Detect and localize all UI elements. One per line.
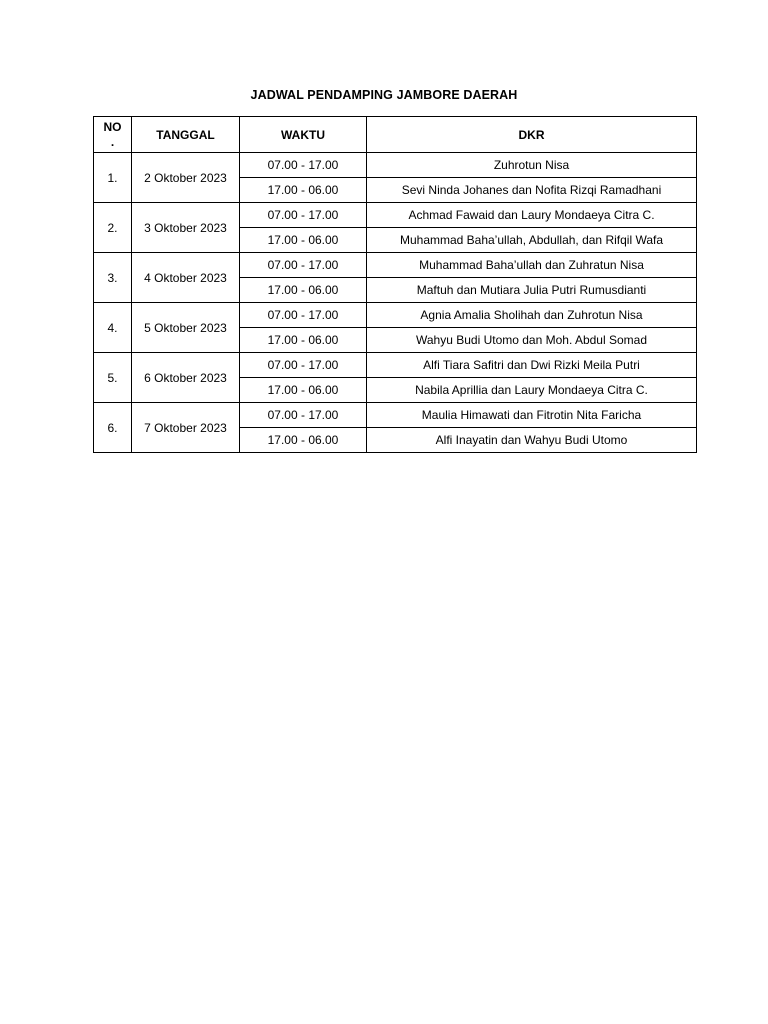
cell-dkr: Muhammad Baha’ullah dan Zuhratun Nisa — [367, 253, 697, 278]
cell-tanggal: 3 Oktober 2023 — [132, 203, 240, 253]
cell-waktu: 17.00 - 06.00 — [240, 178, 367, 203]
cell-waktu: 07.00 - 17.00 — [240, 253, 367, 278]
cell-dkr: Nabila Aprillia dan Laury Mondaeya Citra C. — [367, 378, 697, 403]
header-waktu: WAKTU — [240, 117, 367, 153]
table-row — [94, 353, 697, 378]
cell-tanggal: 7 Oktober 2023 — [132, 403, 240, 453]
cell-dkr: Alfi Tiara Safitri dan Dwi Rizki Meila Putri — [367, 353, 697, 378]
cell-waktu: 07.00 - 17.00 — [240, 153, 367, 178]
table-row — [94, 253, 697, 278]
header-no-dot: . — [110, 134, 115, 149]
table-row — [94, 403, 697, 428]
cell-dkr: Agnia Amalia Sholihah dan Zuhrotun Nisa — [367, 303, 697, 328]
cell-dkr: Wahyu Budi Utomo dan Moh. Abdul Somad — [367, 328, 697, 353]
cell-tanggal: 6 Oktober 2023 — [132, 353, 240, 403]
cell-no: 4. — [94, 303, 132, 353]
cell-dkr: Alfi Inayatin dan Wahyu Budi Utomo — [367, 428, 697, 453]
header-row — [94, 117, 697, 153]
header-no-text: NO — [103, 119, 122, 134]
table-header — [94, 117, 697, 153]
cell-dkr: Maulia Himawati dan Fitrotin Nita Faricha — [367, 403, 697, 428]
table-body — [94, 153, 697, 453]
cell-dkr: Maftuh dan Mutiara Julia Putri Rumusdianti — [367, 278, 697, 303]
cell-no: 3. — [94, 253, 132, 303]
cell-waktu: 17.00 - 06.00 — [240, 328, 367, 353]
cell-tanggal: 4 Oktober 2023 — [132, 253, 240, 303]
header-no — [94, 117, 132, 153]
cell-waktu: 17.00 - 06.00 — [240, 228, 367, 253]
table-row — [94, 303, 697, 328]
cell-dkr: Sevi Ninda Johanes dan Nofita Rizqi Ramadhani — [367, 178, 697, 203]
cell-tanggal: 5 Oktober 2023 — [132, 303, 240, 353]
cell-dkr: Zuhrotun Nisa — [367, 153, 697, 178]
cell-no: 1. — [94, 153, 132, 203]
cell-waktu: 17.00 - 06.00 — [240, 278, 367, 303]
cell-waktu: 07.00 - 17.00 — [240, 403, 367, 428]
schedule-table — [93, 116, 697, 453]
cell-waktu: 07.00 - 17.00 — [240, 303, 367, 328]
header-dkr: DKR — [367, 117, 697, 153]
cell-tanggal: 2 Oktober 2023 — [132, 153, 240, 203]
cell-no: 2. — [94, 203, 132, 253]
cell-waktu: 07.00 - 17.00 — [240, 353, 367, 378]
cell-dkr: Muhammad Baha’ullah, Abdullah, dan Rifqil Wafa — [367, 228, 697, 253]
header-tanggal: TANGGAL — [132, 117, 240, 153]
cell-dkr: Achmad Fawaid dan Laury Mondaeya Citra C. — [367, 203, 697, 228]
document-title: JADWAL PENDAMPING JAMBORE DAERAH — [250, 88, 518, 102]
cell-no: 6. — [94, 403, 132, 453]
cell-no: 5. — [94, 353, 132, 403]
table-row — [94, 153, 697, 178]
cell-waktu: 07.00 - 17.00 — [240, 203, 367, 228]
cell-waktu: 17.00 - 06.00 — [240, 378, 367, 403]
table-row — [94, 203, 697, 228]
cell-waktu: 17.00 - 06.00 — [240, 428, 367, 453]
